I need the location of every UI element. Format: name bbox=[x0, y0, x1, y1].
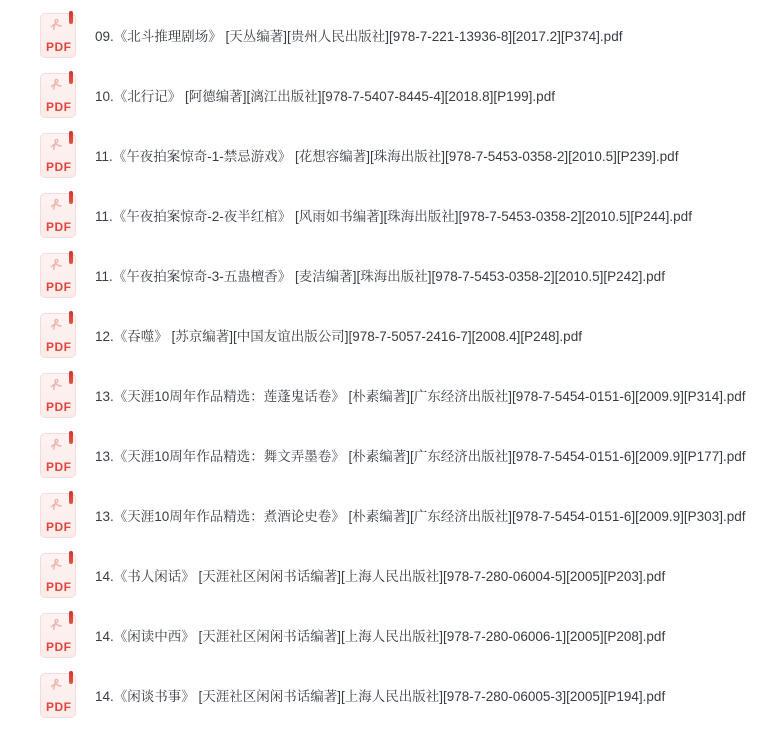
bookmark-ribbon bbox=[69, 671, 73, 684]
file-name-link[interactable]: 14.《闲谈书事》 [天涯社区闲闲书话编著][上海人民出版社][978-7-280-06005-3][2005][P194].pdf bbox=[95, 689, 666, 704]
pdf-icon-label: PDF bbox=[46, 339, 72, 354]
acrobat-swirl-icon bbox=[48, 557, 63, 571]
acrobat-swirl-icon bbox=[48, 677, 63, 691]
file-name-link[interactable]: 11.《午夜拍案惊奇-3-五蛊檀香》 [麦洁编著][珠海出版社][978-7-5453-0358-2][2010.5][P242].pdf bbox=[95, 269, 665, 284]
pdf-file-icon[interactable] bbox=[40, 493, 76, 538]
pdf-file-icon[interactable] bbox=[40, 313, 76, 358]
file-name-link[interactable]: 11.《午夜拍案惊奇-1-禁忌游戏》 [花想容编著][珠海出版社][978-7-5453-0358-2][2010.5][P239].pdf bbox=[95, 149, 679, 164]
acrobat-swirl-icon bbox=[48, 77, 63, 91]
file-row bbox=[40, 365, 765, 425]
pdf-icon-label: PDF bbox=[46, 219, 72, 234]
file-name-link[interactable]: 14.《书人闲话》 [天涯社区闲闲书话编著][上海人民出版社][978-7-280-06004-5][2005][P203].pdf bbox=[95, 569, 666, 584]
file-row bbox=[40, 125, 765, 185]
pdf-icon-label: PDF bbox=[46, 159, 72, 174]
pdf-file-icon[interactable] bbox=[40, 553, 76, 598]
bookmark-ribbon bbox=[69, 371, 73, 384]
acrobat-swirl-icon bbox=[48, 17, 63, 31]
file-name-link[interactable]: 11.《午夜拍案惊奇-2-夜半红棺》 [风雨如书编著][珠海出版社][978-7-5453-0358-2][2010.5][P244].pdf bbox=[95, 209, 692, 224]
pdf-icon-label: PDF bbox=[46, 399, 72, 414]
file-row bbox=[40, 185, 765, 245]
acrobat-swirl-icon bbox=[48, 197, 63, 211]
file-row bbox=[40, 485, 765, 545]
file-name-link[interactable]: 09.《北斗推理剧场》 [天丛编著][贵州人民出版社][978-7-221-13936-8][2017.2][P374].pdf bbox=[95, 29, 623, 44]
acrobat-swirl-icon bbox=[48, 377, 63, 391]
bookmark-ribbon bbox=[69, 71, 73, 84]
acrobat-swirl-icon bbox=[48, 497, 63, 511]
file-row bbox=[40, 5, 765, 65]
file-row bbox=[40, 665, 765, 725]
file-name-link[interactable]: 10.《北行记》 [阿德编著][漓江出版社][978-7-5407-8445-4][2018.8][P199].pdf bbox=[95, 89, 555, 104]
pdf-icon-label: PDF bbox=[46, 699, 72, 714]
pdf-file-icon[interactable] bbox=[40, 433, 76, 478]
pdf-file-icon[interactable] bbox=[40, 253, 76, 298]
pdf-icon-label: PDF bbox=[46, 39, 72, 54]
pdf-file-icon[interactable] bbox=[40, 673, 76, 718]
file-row bbox=[40, 425, 765, 485]
acrobat-swirl-icon bbox=[48, 617, 63, 631]
file-row bbox=[40, 605, 765, 665]
pdf-icon-label: PDF bbox=[46, 579, 72, 594]
bookmark-ribbon bbox=[69, 191, 73, 204]
file-row bbox=[40, 65, 765, 125]
pdf-icon-label: PDF bbox=[46, 459, 72, 474]
file-name-link[interactable]: 13.《天涯10周年作品精选：莲蓬鬼话卷》 [朴素编著][广东经济出版社][978-7-5454-0151-6][2009.9][P314].pdf bbox=[95, 389, 746, 404]
bookmark-ribbon bbox=[69, 491, 73, 504]
pdf-icon-label: PDF bbox=[46, 279, 72, 294]
file-name-link[interactable]: 13.《天涯10周年作品精选：舞文弄墨卷》 [朴素编著][广东经济出版社][978-7-5454-0151-6][2009.9][P177].pdf bbox=[95, 449, 746, 464]
acrobat-swirl-icon bbox=[48, 437, 63, 451]
pdf-file-icon[interactable] bbox=[40, 73, 76, 118]
bookmark-ribbon bbox=[69, 551, 73, 564]
bookmark-ribbon bbox=[69, 251, 73, 264]
file-name-link[interactable]: 12.《吞噬》 [苏京编著][中国友谊出版公司][978-7-5057-2416-7][2008.4][P248].pdf bbox=[95, 329, 582, 344]
acrobat-swirl-icon bbox=[48, 317, 63, 331]
acrobat-swirl-icon bbox=[48, 257, 63, 271]
bookmark-ribbon bbox=[69, 431, 73, 444]
pdf-icon-label: PDF bbox=[46, 519, 72, 534]
bookmark-ribbon bbox=[69, 11, 73, 24]
bookmark-ribbon bbox=[69, 611, 73, 624]
pdf-file-icon[interactable] bbox=[40, 133, 76, 178]
file-row bbox=[40, 305, 765, 365]
pdf-file-icon[interactable] bbox=[40, 13, 76, 58]
pdf-icon-label: PDF bbox=[46, 99, 72, 114]
bookmark-ribbon bbox=[69, 311, 73, 324]
file-row bbox=[40, 245, 765, 305]
pdf-file-icon[interactable] bbox=[40, 193, 76, 238]
file-name-link[interactable]: 14.《闲读中西》 [天涯社区闲闲书话编著][上海人民出版社][978-7-280-06006-1][2005][P208].pdf bbox=[95, 629, 666, 644]
pdf-file-icon[interactable] bbox=[40, 373, 76, 418]
pdf-icon-label: PDF bbox=[46, 639, 72, 654]
file-row bbox=[40, 545, 765, 605]
file-name-link[interactable]: 13.《天涯10周年作品精选：煮酒论史卷》 [朴素编著][广东经济出版社][978-7-5454-0151-6][2009.9][P303].pdf bbox=[95, 509, 746, 524]
bookmark-ribbon bbox=[69, 131, 73, 144]
acrobat-swirl-icon bbox=[48, 137, 63, 151]
pdf-file-icon[interactable] bbox=[40, 613, 76, 658]
